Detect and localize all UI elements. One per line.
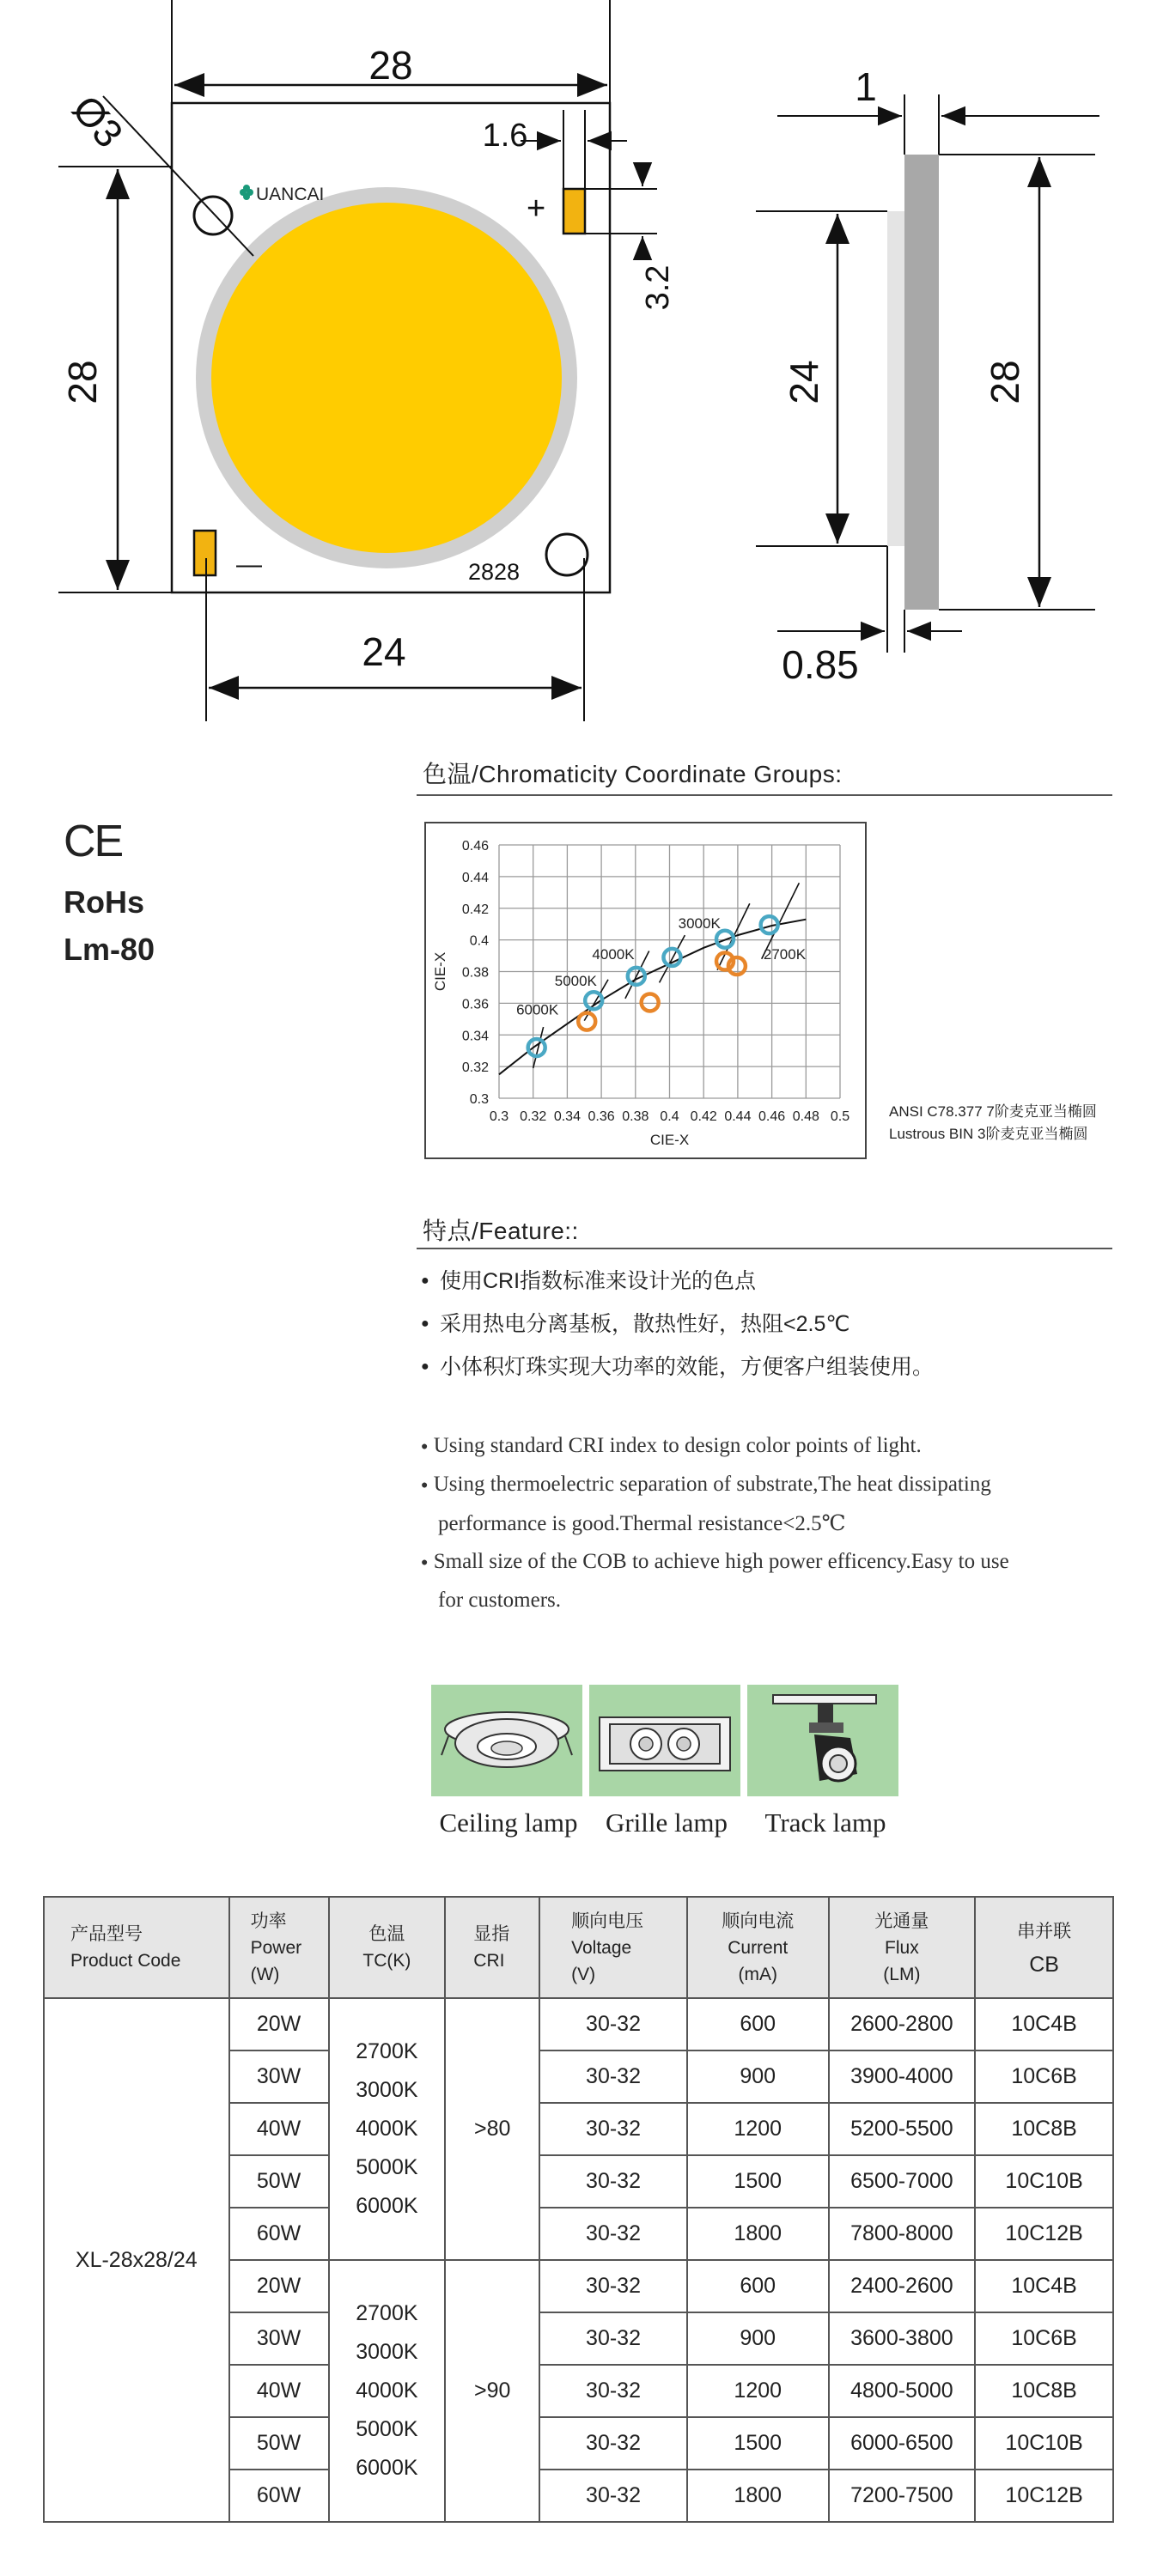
current-cell: 1800: [687, 2208, 829, 2260]
x-tick-label: 0.48: [792, 1109, 819, 1124]
top-view-drawing: [0, 0, 676, 730]
voltage-cell: 30-32: [539, 2155, 687, 2208]
feature-list-en: [421, 1427, 1009, 1619]
voltage-cell: 30-32: [539, 2365, 687, 2417]
positive-pad: [563, 189, 585, 234]
emitter-phosphor: [211, 203, 562, 553]
cri-cell: >90: [445, 2260, 539, 2522]
cri-cell: >80: [445, 1998, 539, 2260]
voltage-cell: 30-32: [539, 2208, 687, 2260]
y-axis-label: CIE-X: [432, 951, 448, 992]
flux-cell: 3600-3800: [829, 2312, 976, 2365]
power-cell: 20W: [229, 2260, 329, 2312]
x-tick-label: 0.42: [690, 1109, 717, 1124]
chromaticity-rule: [417, 794, 1112, 796]
cb-cell: 10C10B: [975, 2155, 1113, 2208]
grille-lamp-label: Grille lamp: [605, 1807, 728, 1838]
current-cell: 900: [687, 2050, 829, 2103]
dim-base: 0.85: [782, 642, 859, 687]
col-header-cri: 显指 CRI: [445, 1897, 539, 1998]
voltage-cell: 30-32: [539, 2312, 687, 2365]
x-axis-label: CIE-X: [649, 1132, 690, 1148]
grille-lamp-tile: [589, 1685, 740, 1796]
x-tick-label: 0.32: [520, 1109, 547, 1124]
phosphor-layer: [887, 211, 904, 546]
power-cell: 60W: [229, 2208, 329, 2260]
lm80-label: Lm-80: [64, 932, 155, 967]
side-view-drawing: [739, 0, 1151, 730]
y-tick-label: 0.44: [461, 870, 489, 885]
col-header-power: 功率 Power (W): [229, 1897, 329, 1998]
current-cell: 600: [687, 2260, 829, 2312]
flux-cell: 2600-2800: [829, 1998, 976, 2050]
cb-cell: 10C12B: [975, 2470, 1113, 2522]
cb-cell: 10C8B: [975, 2365, 1113, 2417]
flux-cell: 3900-4000: [829, 2050, 976, 2103]
dim-outer: 28: [983, 360, 1027, 404]
negative-pad: [194, 531, 216, 575]
power-cell: 50W: [229, 2417, 329, 2470]
feature-en-continuation: performance is good.Thermal resistance<2.5℃: [438, 1511, 846, 1535]
cct-label: 6000K: [516, 1001, 559, 1018]
cct-label: 5000K: [554, 973, 597, 990]
cb-cell: 10C4B: [975, 1998, 1113, 2050]
model-mark: 2828: [468, 559, 521, 585]
x-tick-label: 0.5: [830, 1109, 850, 1124]
power-cell: 30W: [229, 2050, 329, 2103]
feature-rule: [417, 1248, 1112, 1249]
legend-line-1: ANSI C78.377 7阶麦克亚当椭圆: [889, 1103, 1097, 1120]
col-header-tc: 色温 TC(K): [329, 1897, 446, 1998]
cb-cell: 10C6B: [975, 2312, 1113, 2365]
x-tick-label: 0.38: [622, 1109, 649, 1124]
flux-cell: 7200-7500: [829, 2470, 976, 2522]
track-lamp-icon: [747, 1685, 898, 1796]
col-header-current: 顺向电流 Current (mA): [687, 1897, 829, 1998]
current-cell: 1200: [687, 2365, 829, 2417]
col-header-product-code: 产品型号 Product Code: [44, 1897, 229, 1998]
cb-cell: 10C10B: [975, 2417, 1113, 2470]
x-tick-label: 0.36: [588, 1109, 615, 1124]
x-tick-label: 0.44: [724, 1109, 752, 1124]
minus-sign: —: [236, 550, 262, 579]
x-tick-label: 0.3: [489, 1109, 509, 1124]
dim-bottom: 24: [362, 629, 406, 674]
dim-thickness: 1: [855, 64, 877, 109]
ce-mark: CE: [64, 817, 123, 866]
feature-en-item: ● Using thermoelectric separation of substrate,The heat dissipating: [421, 1473, 991, 1497]
flux-cell: 7800-8000: [829, 2208, 976, 2260]
voltage-cell: 30-32: [539, 1998, 687, 2050]
cb-cell: 10C6B: [975, 2050, 1113, 2103]
y-tick-label: 0.38: [461, 965, 489, 981]
dim-pad-width: 1.6: [482, 118, 528, 154]
col-header-cb: 串并联 CB: [975, 1897, 1113, 1998]
dim-width: 28: [368, 43, 413, 88]
ceiling-lamp-icon: [431, 1685, 582, 1796]
power-cell: 40W: [229, 2365, 329, 2417]
flux-cell: 5200-5500: [829, 2103, 976, 2155]
y-tick-label: 0.32: [461, 1060, 489, 1076]
dim-inner: 24: [782, 360, 826, 404]
grille-lamp-icon: [589, 1685, 740, 1796]
cb-cell: 10C12B: [975, 2208, 1113, 2260]
voltage-cell: 30-32: [539, 2470, 687, 2522]
tc-cell: 2700K 3000K 4000K 5000K 6000K: [329, 1998, 446, 2260]
table-row: [44, 1998, 1113, 2050]
y-tick-label: 0.36: [461, 997, 489, 1012]
voltage-cell: 30-32: [539, 2417, 687, 2470]
voltage-cell: 30-32: [539, 2050, 687, 2103]
track-lamp-tile: [747, 1685, 898, 1796]
table-header-row: [44, 1897, 1113, 1998]
feature-cn-item: ● 采用热电分离基板，散热性好，热阻<2.5℃: [421, 1303, 934, 1346]
substrate-side: [904, 155, 939, 610]
current-cell: 1200: [687, 2103, 829, 2155]
x-tick-label: 0.4: [660, 1109, 679, 1124]
feature-cn-item: ● 使用CRI指数标准来设计光的色点: [421, 1260, 934, 1303]
flux-cell: 2400-2600: [829, 2260, 976, 2312]
dim-hole: Ø3: [64, 87, 132, 156]
feature-en-continuation: for customers.: [438, 1588, 562, 1612]
current-cell: 1500: [687, 2417, 829, 2470]
chromaticity-chart: [424, 822, 867, 1159]
legend-line-2: Lustrous BIN 3阶麦克亚当椭圆: [889, 1126, 1088, 1142]
col-header-voltage: 顺向电压 Voltage (V): [539, 1897, 687, 1998]
plus-sign: +: [527, 191, 546, 227]
power-cell: 40W: [229, 2103, 329, 2155]
cct-label: 3000K: [678, 914, 721, 932]
product-code-cell: XL-28x28/24: [44, 1998, 229, 2522]
track-lamp-label: Track lamp: [764, 1807, 886, 1838]
y-tick-label: 0.34: [461, 1029, 489, 1044]
power-cell: 50W: [229, 2155, 329, 2208]
voltage-cell: 30-32: [539, 2260, 687, 2312]
dim-height: 28: [60, 360, 105, 404]
current-cell: 1500: [687, 2155, 829, 2208]
current-cell: 900: [687, 2312, 829, 2365]
x-tick-label: 0.34: [553, 1109, 581, 1124]
feature-cn-item: ● 小体积灯珠实现大功率的效能，方便客户组装使用。: [421, 1346, 934, 1388]
rohs-label: RoHs: [64, 884, 145, 920]
flux-cell: 6000-6500: [829, 2417, 976, 2470]
voltage-cell: 30-32: [539, 2103, 687, 2155]
y-tick-label: 0.46: [461, 839, 489, 854]
tc-cell: 2700K 3000K 4000K 5000K 6000K: [329, 2260, 446, 2522]
current-cell: 600: [687, 1998, 829, 2050]
feature-en-item: ● Using standard CRI index to design color points of light.: [421, 1434, 922, 1457]
ceiling-lamp-label: Ceiling lamp: [439, 1807, 578, 1838]
cct-label: 2700K: [763, 945, 807, 963]
feature-heading: 特点/Feature::: [423, 1218, 579, 1244]
y-tick-label: 0.3: [469, 1092, 489, 1107]
power-cell: 60W: [229, 2470, 329, 2522]
feature-list-cn: [421, 1260, 934, 1388]
x-tick-label: 0.46: [758, 1109, 786, 1124]
ceiling-lamp-tile: [431, 1685, 582, 1796]
isotherm-line: [533, 1027, 544, 1068]
col-header-flux: 光通量 Flux (LM): [829, 1897, 976, 1998]
flux-cell: 4800-5000: [829, 2365, 976, 2417]
dim-pad-height: 3.2: [640, 264, 676, 311]
cb-cell: 10C4B: [975, 2260, 1113, 2312]
current-cell: 1800: [687, 2470, 829, 2522]
flux-cell: 6500-7000: [829, 2155, 976, 2208]
power-cell: 30W: [229, 2312, 329, 2365]
power-cell: 20W: [229, 1998, 329, 2050]
brand-text: UANCAI: [256, 185, 325, 204]
feature-en-item: ● Small size of the COB to achieve high power efficency.Easy to use: [421, 1549, 1009, 1573]
cb-cell: 10C8B: [975, 2103, 1113, 2155]
chromaticity-heading: 色温/Chromaticity Coordinate Groups:: [423, 761, 843, 787]
y-tick-label: 0.4: [469, 933, 489, 949]
spec-table: [43, 1896, 1114, 2523]
y-tick-label: 0.42: [461, 902, 489, 917]
cct-label: 4000K: [592, 945, 635, 963]
data-point: [642, 993, 659, 1011]
